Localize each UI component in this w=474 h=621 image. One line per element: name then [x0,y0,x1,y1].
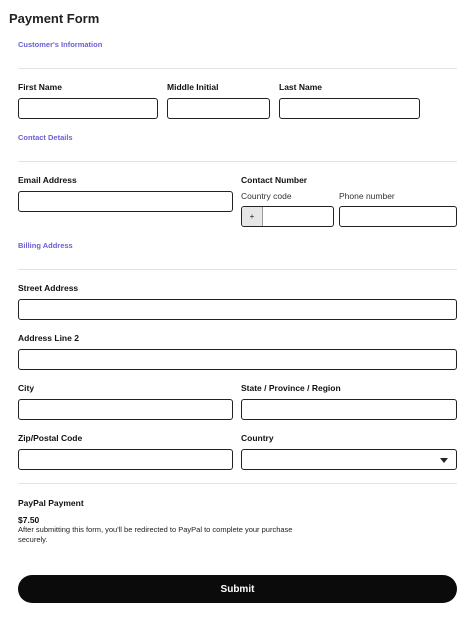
country-label: Country [241,433,274,443]
first-name-input[interactable] [18,98,158,119]
state-input[interactable] [241,399,457,420]
section-divider [18,161,457,162]
street-address-label: Street Address [18,283,79,293]
country-select[interactable] [241,449,457,470]
city-label: City [18,383,35,393]
state-label: State / Province / Region [241,383,341,393]
email-input[interactable] [18,191,233,212]
city-input[interactable] [18,399,233,420]
section-label-customer: Customer's Information [18,40,103,49]
last-name-label: Last Name [279,82,322,92]
country-code-prefix: + [242,207,263,226]
first-name-label: First Name [18,82,62,92]
payment-price: $7.50 [18,515,40,525]
country-code-input[interactable] [264,207,333,226]
country-code-field[interactable] [241,206,334,227]
zip-input[interactable] [18,449,233,470]
phone-number-label: Phone number [339,191,395,201]
contact-number-label: Contact Number [241,175,308,185]
section-label-billing: Billing Address [18,241,73,250]
middle-initial-input[interactable] [167,98,270,119]
section-label-contact: Contact Details [18,133,73,142]
form-title: Payment Form [9,11,100,26]
street-address-input[interactable] [18,299,457,320]
email-label: Email Address [18,175,77,185]
section-divider [18,269,457,270]
address-line-2-input[interactable] [18,349,457,370]
last-name-input[interactable] [279,98,420,119]
phone-number-input[interactable] [339,206,457,227]
submit-button[interactable]: Submit [18,575,457,603]
paypal-redirect-note: After submitting this form, you'll be redirected to PayPal to complete your purchase securely. [18,525,293,544]
country-code-label: Country code [241,191,292,201]
paypal-payment-title: PayPal Payment [18,498,84,508]
middle-initial-label: Middle Initial [167,82,219,92]
address-line-2-label: Address Line 2 [18,333,79,343]
zip-label: Zip/Postal Code [18,433,83,443]
section-divider [18,68,457,69]
section-divider [18,483,457,484]
caret-down-icon [440,458,448,463]
